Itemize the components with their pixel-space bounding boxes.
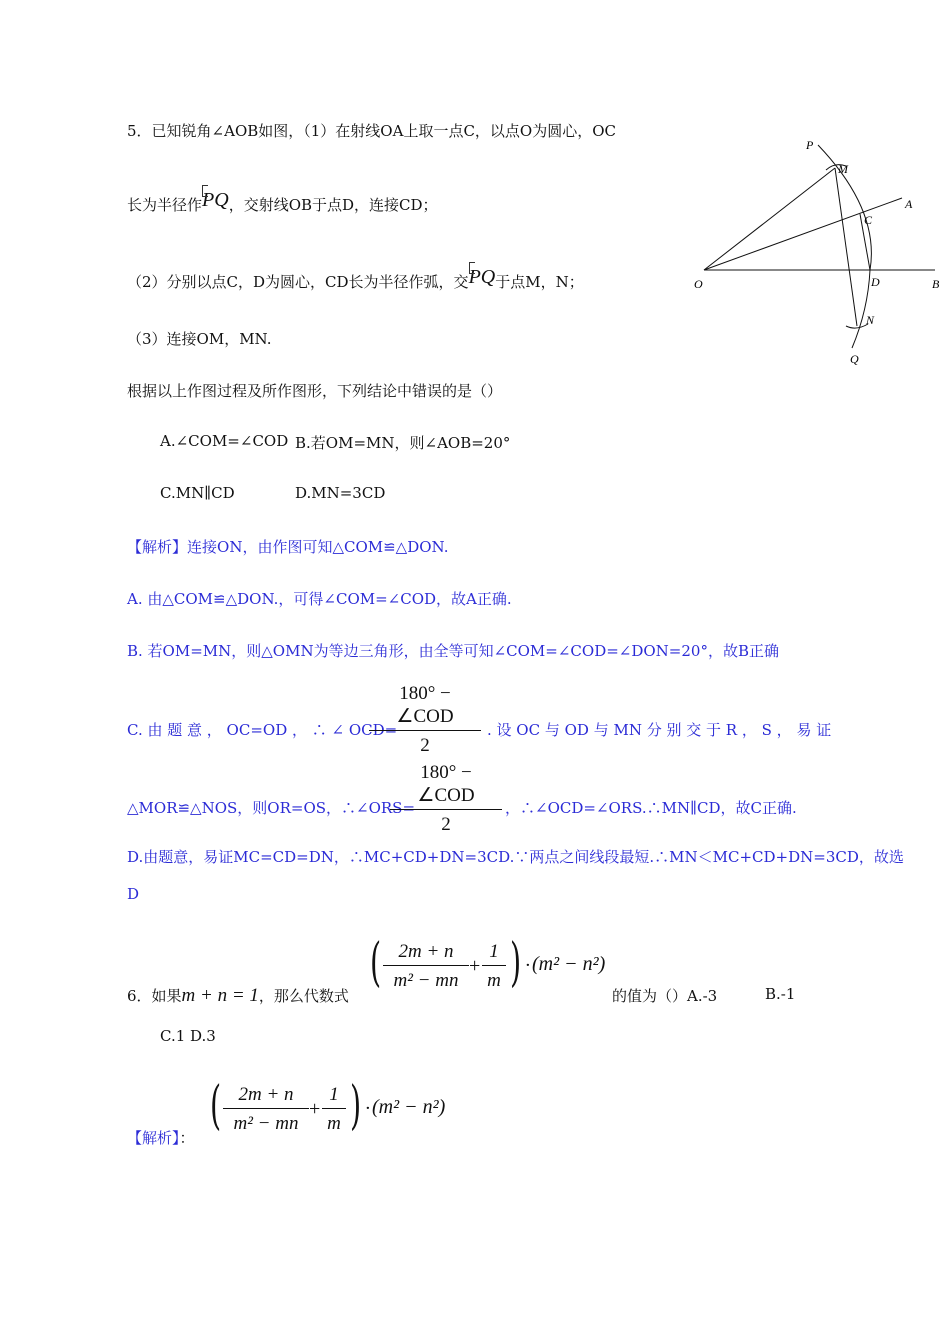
- dot-operator: ·: [525, 955, 531, 976]
- q6-line1: [127, 985, 349, 1007]
- a6-factor-text: m² − n²: [378, 1096, 439, 1118]
- q5-line3-pre: （2）分别以点C，D为圆心，CD长为半径作弧，交: [127, 273, 469, 291]
- analysis5-a: A. 由△COM≌△DON.，可得∠COM=∠COD，故A正确.: [127, 590, 512, 608]
- fraction-angle-ocd: [369, 683, 481, 757]
- q6-frac1-num: 2m + n: [383, 941, 469, 966]
- q6-mid: ，那么代数式: [258, 987, 349, 1005]
- arc-pq-symbol-2: PQ: [468, 266, 496, 288]
- q5-line2-post: ，交射线OB于点D，连接CD；: [228, 196, 438, 214]
- plus-sign: +: [469, 955, 481, 977]
- analysis6-line: [127, 1127, 195, 1148]
- q5-line1: 5．已知锐角∠AOB如图，（1）在射线OA上取一点C，以点O为圆心，OC: [127, 122, 616, 140]
- dot-operator-2: ·: [365, 1098, 371, 1119]
- q5-option-b: B.若OM=MN，则∠AOB=20°: [295, 434, 511, 452]
- analysis6-expression: [210, 1076, 455, 1142]
- q5-option-c: C.MN∥CD: [160, 484, 235, 502]
- geometry-figure: [680, 130, 945, 370]
- q6-condition: m + n = 1: [181, 985, 259, 1006]
- q6-post: 的值为（）A.-3: [612, 987, 718, 1005]
- q5-option-a: A.∠COM=∠COD: [160, 432, 289, 450]
- label-n: N: [866, 313, 875, 327]
- analysis5-d-line2: D: [127, 885, 140, 903]
- a6-frac2-den: m: [327, 1113, 341, 1134]
- fraction-numerator-2: 180° − ∠COD: [390, 762, 502, 810]
- q5-line5: 根据以上作图过程及所作图形，下列结论中错误的是（）: [127, 382, 503, 400]
- analysis5-c-line1-post: . 设 OC 与 OD 与 MN 分 别 交 于 R ， S ， 易 证: [487, 721, 832, 739]
- q6-frac1: [383, 941, 469, 992]
- q6-expression: [370, 933, 615, 999]
- fraction-denominator: 2: [420, 735, 430, 756]
- fraction-denominator-2: 2: [441, 814, 451, 835]
- label-m: M: [838, 162, 848, 176]
- fraction-angle-ors: [390, 762, 502, 836]
- q6-frac2: [482, 941, 506, 992]
- a6-factor: (m² − n²): [372, 1096, 446, 1118]
- q6-line2: C.1 D.3: [160, 1027, 216, 1045]
- label-d: D: [871, 275, 880, 289]
- left-paren-2: (: [210, 1076, 222, 1136]
- ray-oa: [704, 198, 902, 270]
- label-o: O: [694, 277, 703, 291]
- q6-option-b: B.-1: [765, 985, 796, 1003]
- analysis5-tag: 【解析】: [127, 538, 188, 556]
- a6-frac1-num: 2m + n: [223, 1084, 309, 1109]
- q5-option-d: D.MN=3CD: [295, 484, 386, 502]
- q5-line3-post: 于点M，N；: [495, 273, 584, 291]
- q6-frac1-den: m² − mn: [393, 970, 459, 991]
- analysis5-d-line1: D.由题意，易证MC=CD=DN，∴MC+CD+DN=3CD.∵两点之间线段最短.∴MN＜MC+CD+DN=3CD，故选: [127, 848, 904, 866]
- q5-line2-pre: 长为半径作: [127, 196, 203, 214]
- analysis5-b: B. 若OM=MN，则△OMN为等边三角形，由全等可知∠COM=∠COD=∠DON=20°，故B正确: [127, 642, 779, 660]
- q5-line2: [127, 189, 438, 216]
- analysis5-c-line2-post: ，∴∠OCD=∠ORS.∴MN∥CD，故C正确.: [505, 799, 797, 817]
- q5-line4: （3）连接OM，MN.: [127, 330, 272, 348]
- q6-factor: (m² − n²): [532, 953, 606, 975]
- left-paren: (: [370, 933, 382, 993]
- q6-pre: 6．如果: [127, 987, 182, 1005]
- segment-om: [704, 168, 835, 270]
- analysis6-colon: ：: [179, 1129, 195, 1147]
- analysis5-c-line1-pre: C. 由 题 意 ， OC=OD ， ∴ ∠ OCD=: [127, 721, 398, 739]
- a6-frac1-den: m² − mn: [233, 1113, 299, 1134]
- plus-sign-2: +: [309, 1098, 321, 1120]
- right-paren-2: ): [350, 1076, 362, 1136]
- analysis5-intro-line: [127, 536, 448, 557]
- analysis6-tag: 【解析】: [127, 1129, 180, 1147]
- a6-frac2: [322, 1084, 346, 1135]
- a6-frac1: [223, 1084, 309, 1135]
- label-a: A: [905, 197, 913, 211]
- arc-pq-symbol: PQ: [202, 189, 229, 211]
- fraction-numerator: 180° − ∠COD: [369, 683, 481, 731]
- label-b: B: [932, 277, 940, 291]
- analysis5-intro: 连接ON，由作图可知△COM≌△DON.: [187, 538, 449, 556]
- label-p: P: [806, 138, 814, 152]
- q6-frac2-den: m: [487, 970, 501, 991]
- right-paren: ): [510, 933, 522, 993]
- q5-line3: [127, 266, 584, 293]
- label-q: Q: [850, 352, 859, 366]
- a6-frac2-num: 1: [322, 1084, 346, 1109]
- label-c: C: [864, 213, 873, 227]
- q6-frac2-num: 1: [482, 941, 506, 966]
- analysis5-c-line2-pre: △MOR≌△NOS，则OR=OS，∴∠ORS=: [127, 799, 416, 817]
- q6-factor-text: m² − n²: [538, 953, 599, 975]
